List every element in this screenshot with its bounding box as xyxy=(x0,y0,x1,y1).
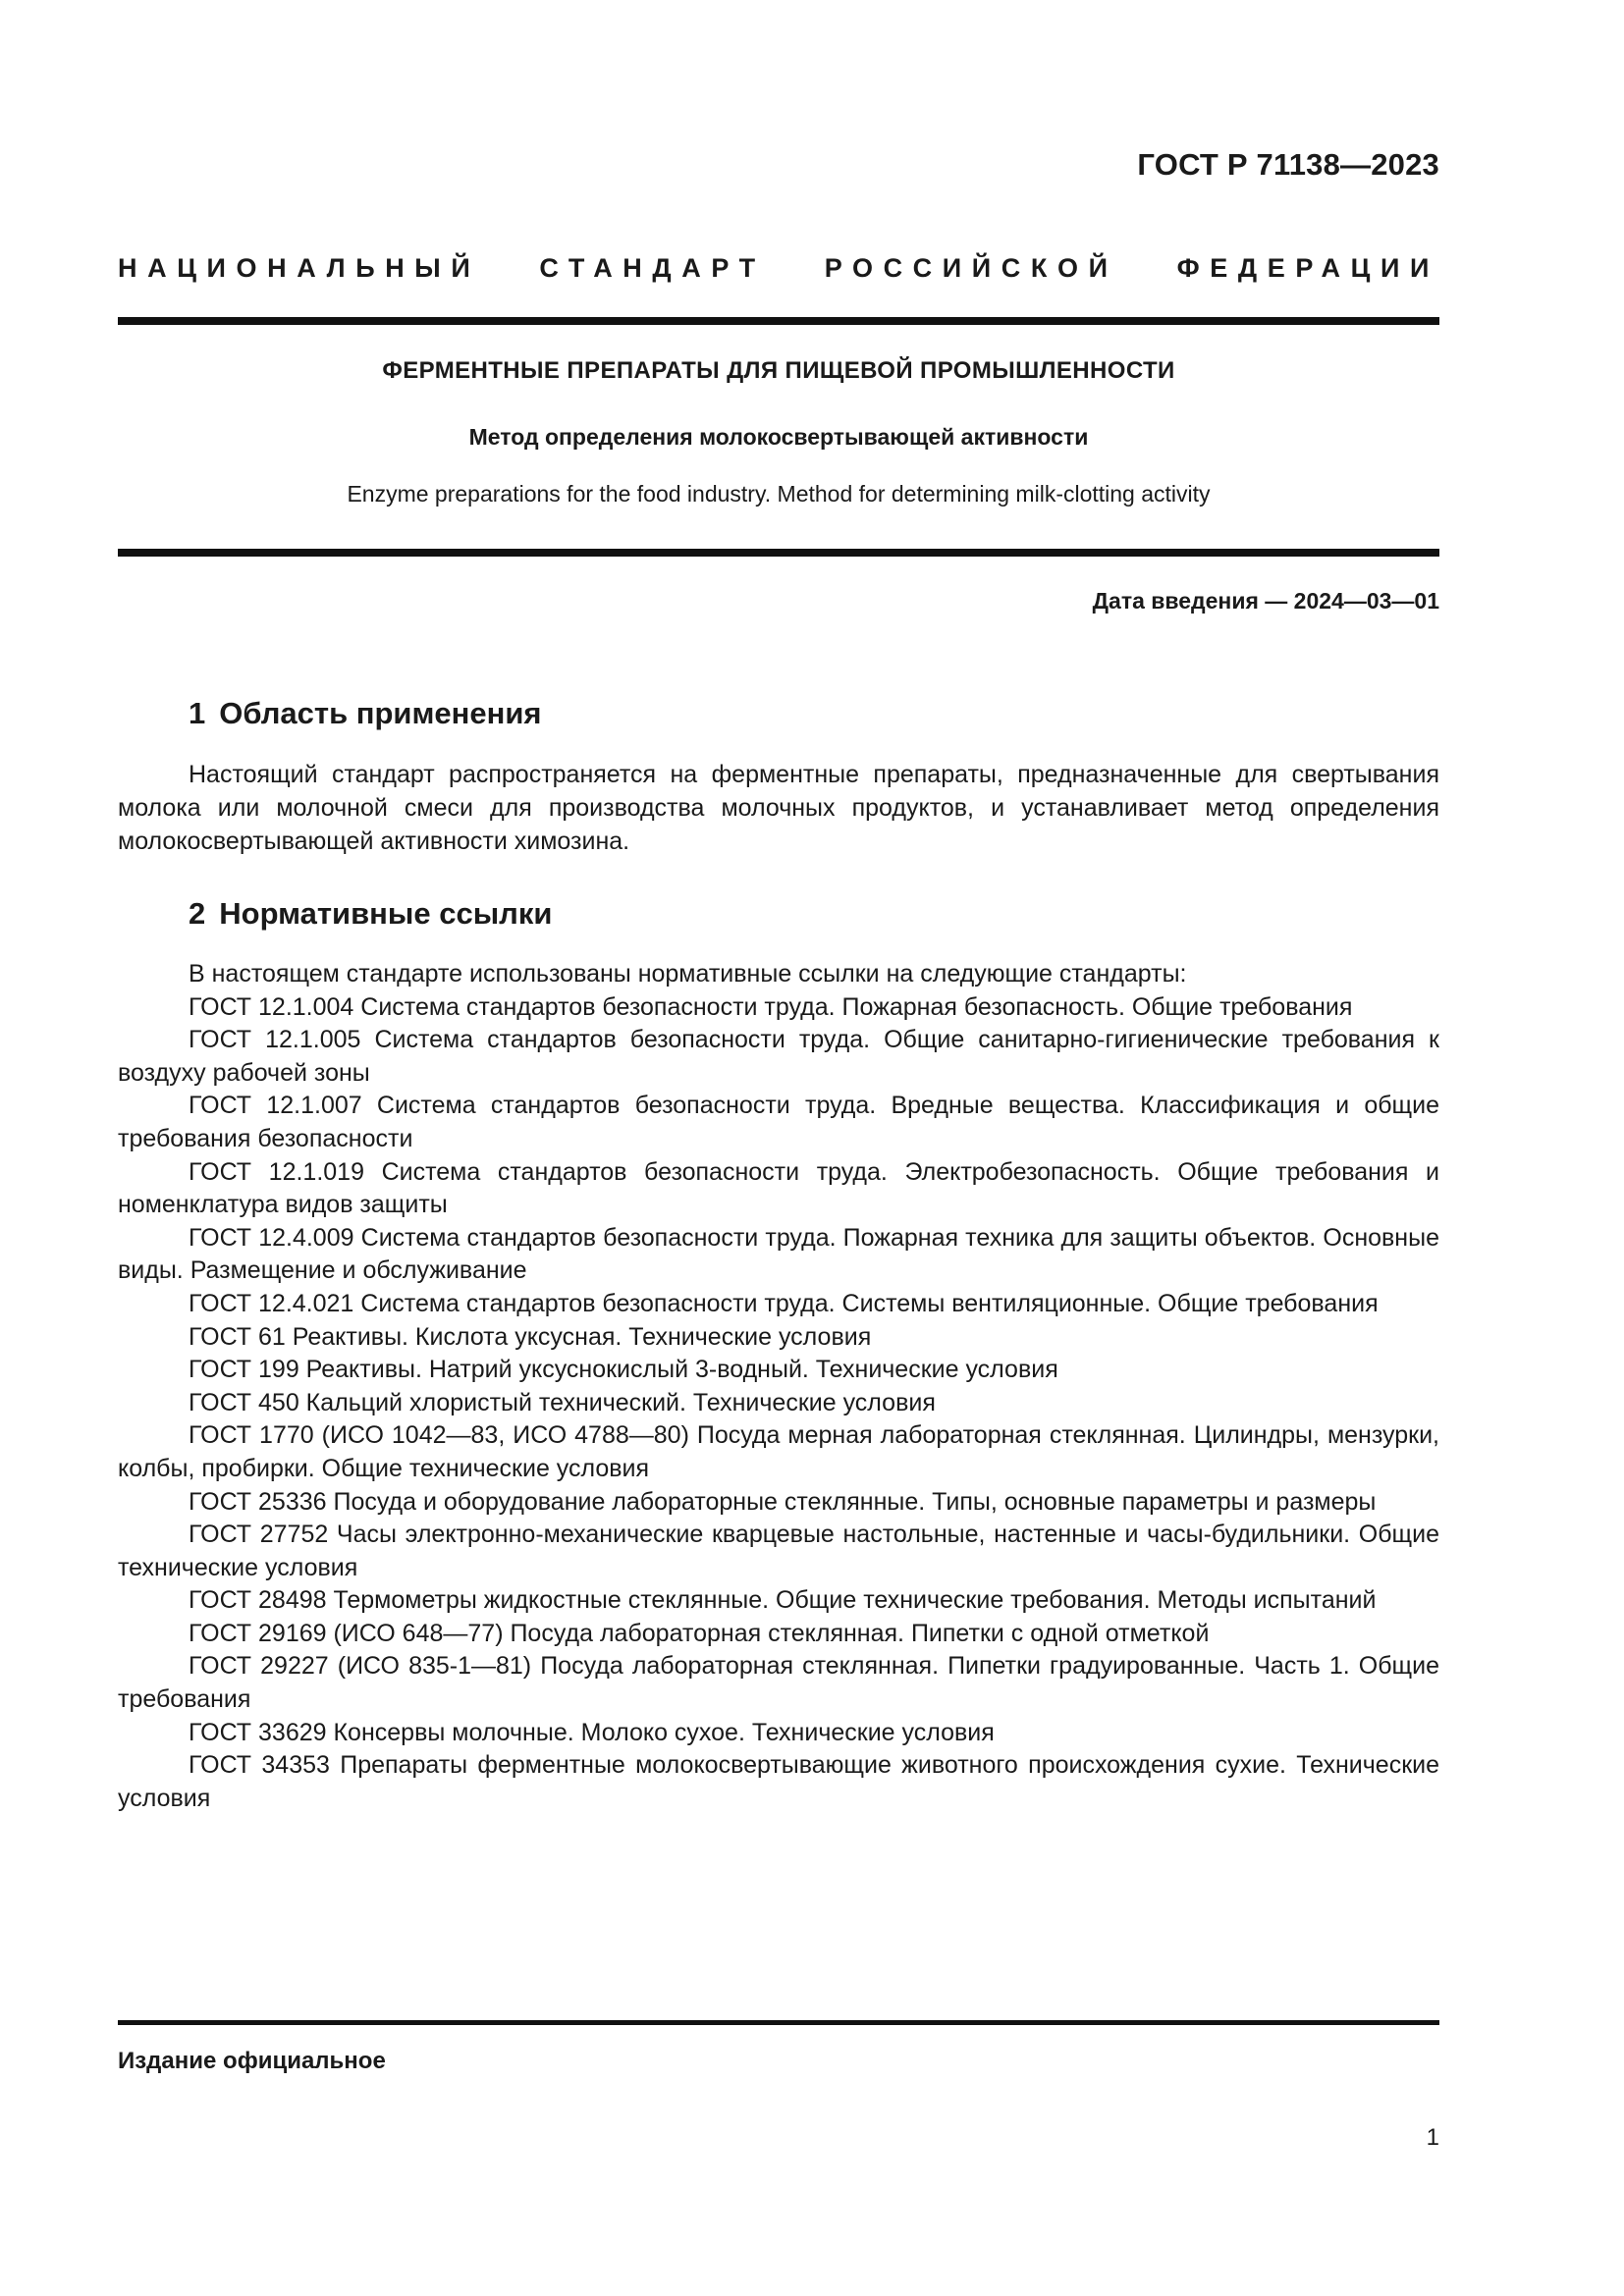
section-number: 2 xyxy=(189,896,206,931)
reference-item: ГОСТ 29227 (ИСО 835-1—81) Посуда лабораторная стеклянная. Пипетки градуированные. Часть 1. Общие требования xyxy=(118,1652,1439,1714)
document-subtitle: Метод определения молокосвертывающей активности xyxy=(468,424,1089,450)
reference-item: ГОСТ 1770 (ИСО 1042—83, ИСО 4788—80) Посуда мерная лабораторная стеклянная. Цилиндры, мензурки, колбы, пробирки. Общие технические условия xyxy=(118,1421,1439,1482)
reference-item: ГОСТ 12.4.009 Система стандартов безопасности труда. Пожарная техника для защиты объектов. Основные виды. Размещение и обслуживание xyxy=(118,1223,1439,1285)
section-spacer xyxy=(118,858,1439,895)
paragraph: В настоящем стандарте использованы нормативные ссылки на следующие стандарты: xyxy=(189,960,1187,988)
title-divider xyxy=(118,549,1439,557)
reference-item: ГОСТ 12.1.005 Система стандартов безопасности труда. Общие санитарно-гигиенические требования к воздуху рабочей зоны xyxy=(118,1026,1439,1087)
document-page xyxy=(118,0,1439,2296)
top-divider xyxy=(118,317,1439,325)
introduction-date: Дата введения — 2024—03—01 xyxy=(1092,588,1439,614)
section-heading xyxy=(189,895,1439,933)
section-title: Нормативные ссылки xyxy=(219,896,553,931)
section-number: 1 xyxy=(189,696,206,730)
reference-item: ГОСТ 61 Реактивы. Кислота уксусная. Технические условия xyxy=(189,1322,872,1351)
official-edition-label: Издание официальное xyxy=(118,2048,386,2074)
document-number: ГОСТ Р 71138—2023 xyxy=(1137,147,1439,182)
section-normative-references xyxy=(118,895,1439,1815)
reference-item: ГОСТ 12.1.019 Система стандартов безопасности труда. Электробезопасность. Общие требования и номенклатура видов защиты xyxy=(118,1157,1439,1219)
reference-item: ГОСТ 12.4.021 Система стандартов безопасности труда. Системы вентиляционные. Общие требования xyxy=(189,1289,1379,1317)
reference-item: ГОСТ 199 Реактивы. Натрий уксуснокислый 3-водный. Технические условия xyxy=(189,1356,1058,1384)
reference-item: ГОСТ 12.1.007 Система стандартов безопасности труда. Вредные вещества. Классификация и общие требования безопасности xyxy=(118,1092,1439,1152)
document-body xyxy=(118,695,1439,1815)
national-standard-title: НАЦИОНАЛЬНЫЙ СТАНДАРТ РОССИЙСКОЙ ФЕДЕРАЦИИ xyxy=(118,253,1439,283)
section-title: Область применения xyxy=(219,696,542,730)
footer-divider xyxy=(118,2020,1439,2025)
reference-item: ГОСТ 29169 (ИСО 648—77) Посуда лабораторная стеклянная. Пипетки с одной отметкой xyxy=(189,1619,1210,1647)
section-scope xyxy=(118,695,1439,858)
reference-item: ГОСТ 12.1.004 Система стандартов безопасности труда. Пожарная безопасность. Общие требования xyxy=(189,992,1353,1021)
reference-item: ГОСТ 450 Кальций хлористый технический. Технические условия xyxy=(189,1388,936,1416)
page-number: 1 xyxy=(1426,2124,1439,2151)
reference-item: ГОСТ 34353 Препараты ферментные молокосвертывающие животного происхождения сухие. Технические условия xyxy=(118,1751,1439,1812)
document-title: ФЕРМЕНТНЫЕ ПРЕПАРАТЫ ДЛЯ ПИЩЕВОЙ ПРОМЫШЛЕННОСТИ xyxy=(382,357,1175,384)
english-title: Enzyme preparations for the food industry. Method for determining milk-clotting activity xyxy=(347,481,1211,507)
paragraph: Настоящий стандарт распространяется на ферментные препараты, предназначенные для свертывания молока или молочной смеси для производства молочных продуктов, и устанавливает метод определения молокосвертывающей активности химозина. xyxy=(118,761,1439,855)
reference-item: ГОСТ 25336 Посуда и оборудование лабораторные стеклянные. Типы, основные параметры и размеры xyxy=(189,1487,1377,1516)
section-heading xyxy=(189,695,1439,732)
reference-item: ГОСТ 28498 Термометры жидкостные стеклянные. Общие технические требования. Методы испытаний xyxy=(189,1586,1377,1615)
reference-item: ГОСТ 27752 Часы электронно-механические кварцевые настольные, настенные и часы-будильники. Общие технические условия xyxy=(118,1521,1439,1581)
reference-item: ГОСТ 33629 Консервы молочные. Молоко сухое. Технические условия xyxy=(189,1718,995,1746)
